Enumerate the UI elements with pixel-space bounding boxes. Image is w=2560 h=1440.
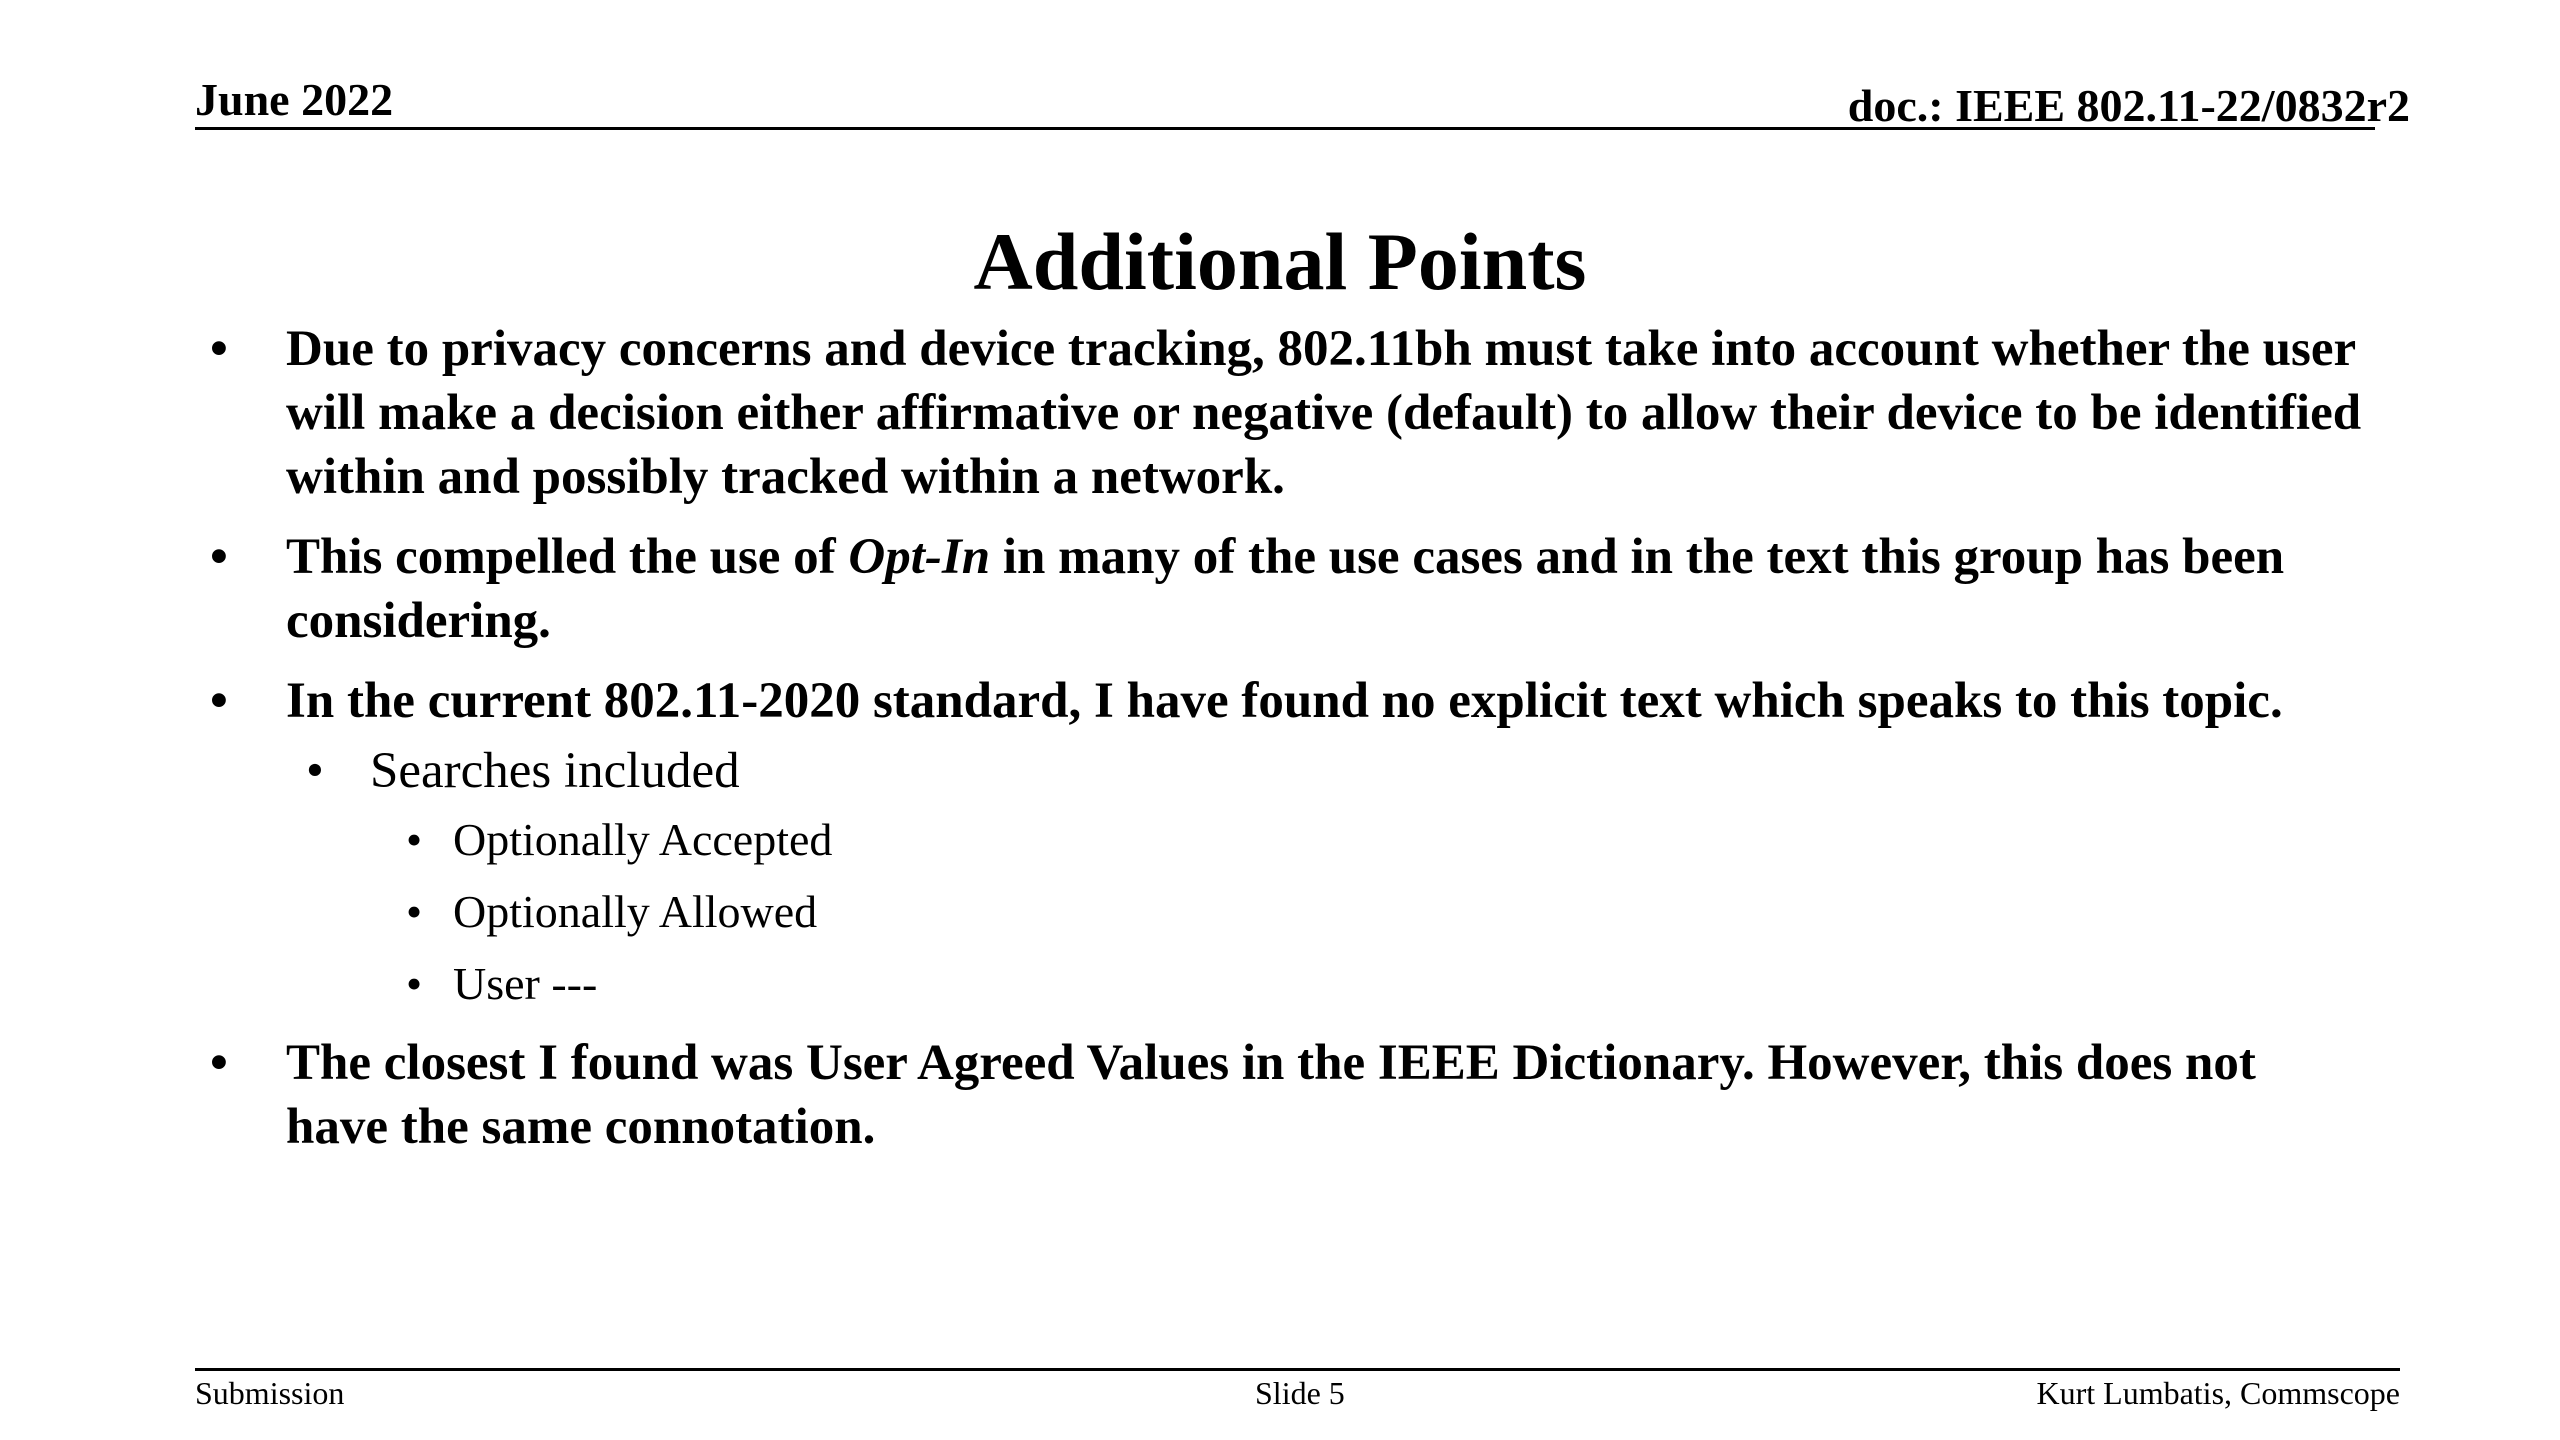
header-rule: [195, 127, 2375, 130]
bullet-marker: •: [306, 743, 324, 799]
header-date: June 2022: [195, 74, 394, 125]
sub-bullet-text: Searches included: [370, 743, 740, 799]
footer-submission: Submission: [195, 1375, 345, 1411]
bullet-text: In the current 802.11-2020 standard, I have found no explicit text which speaks to this topic.: [286, 673, 2283, 729]
bullet-marker: •: [210, 529, 228, 585]
sub-sub-bullet-text: Optionally Allowed: [453, 886, 818, 937]
bullet-marker: •: [406, 958, 423, 1009]
bullet-item-opt-in: [208, 525, 2368, 653]
sub-sub-bullet-text: Optionally Accepted: [453, 814, 833, 865]
slide-content: [208, 317, 2368, 1175]
footer-slide-number: Slide 5: [1255, 1375, 1345, 1411]
footer-rule: [195, 1368, 2400, 1371]
sub-sub-bullet-item: [208, 811, 2368, 869]
bullet-marker: •: [210, 673, 228, 729]
bullet-item-standard: [208, 669, 2368, 733]
bullet-text: Due to privacy concerns and device tracking, 802.11bh must take into account whether the user will make a decision either affirmative or negative (default) to allow their device to be identified within and possibly tracked within a network.: [286, 321, 2362, 505]
sub-sub-bullet-item: [208, 955, 2368, 1013]
bullet-text-italic: Opt-In: [848, 529, 991, 585]
bullet-item-closest: [208, 1031, 2368, 1159]
bullet-marker: •: [406, 814, 423, 865]
bullet-text: The closest I found was User Agreed Values in the IEEE Dictionary. However, this does not have the same connotation.: [286, 1035, 2256, 1155]
bullet-marker: •: [210, 1035, 228, 1091]
bullet-text-after: in many of the use cases and in the text this group has been considering.: [286, 529, 2285, 649]
footer-author: Kurt Lumbatis, Commscope: [2036, 1375, 2400, 1411]
header-doc-id: doc.: IEEE 802.11-22/0832r2: [1847, 80, 2410, 131]
bullet-text-before: This compelled the use of: [286, 529, 849, 585]
sub-sub-bullet-text: User ---: [453, 958, 598, 1009]
bullet-item-privacy: [208, 317, 2368, 509]
sub-bullet-searches: [208, 739, 2368, 803]
slide-title: Additional Points: [973, 216, 1587, 307]
sub-sub-bullet-item: [208, 883, 2368, 941]
bullet-text: [286, 525, 2368, 653]
bullet-marker: •: [210, 321, 228, 377]
bullet-marker: •: [406, 886, 423, 937]
